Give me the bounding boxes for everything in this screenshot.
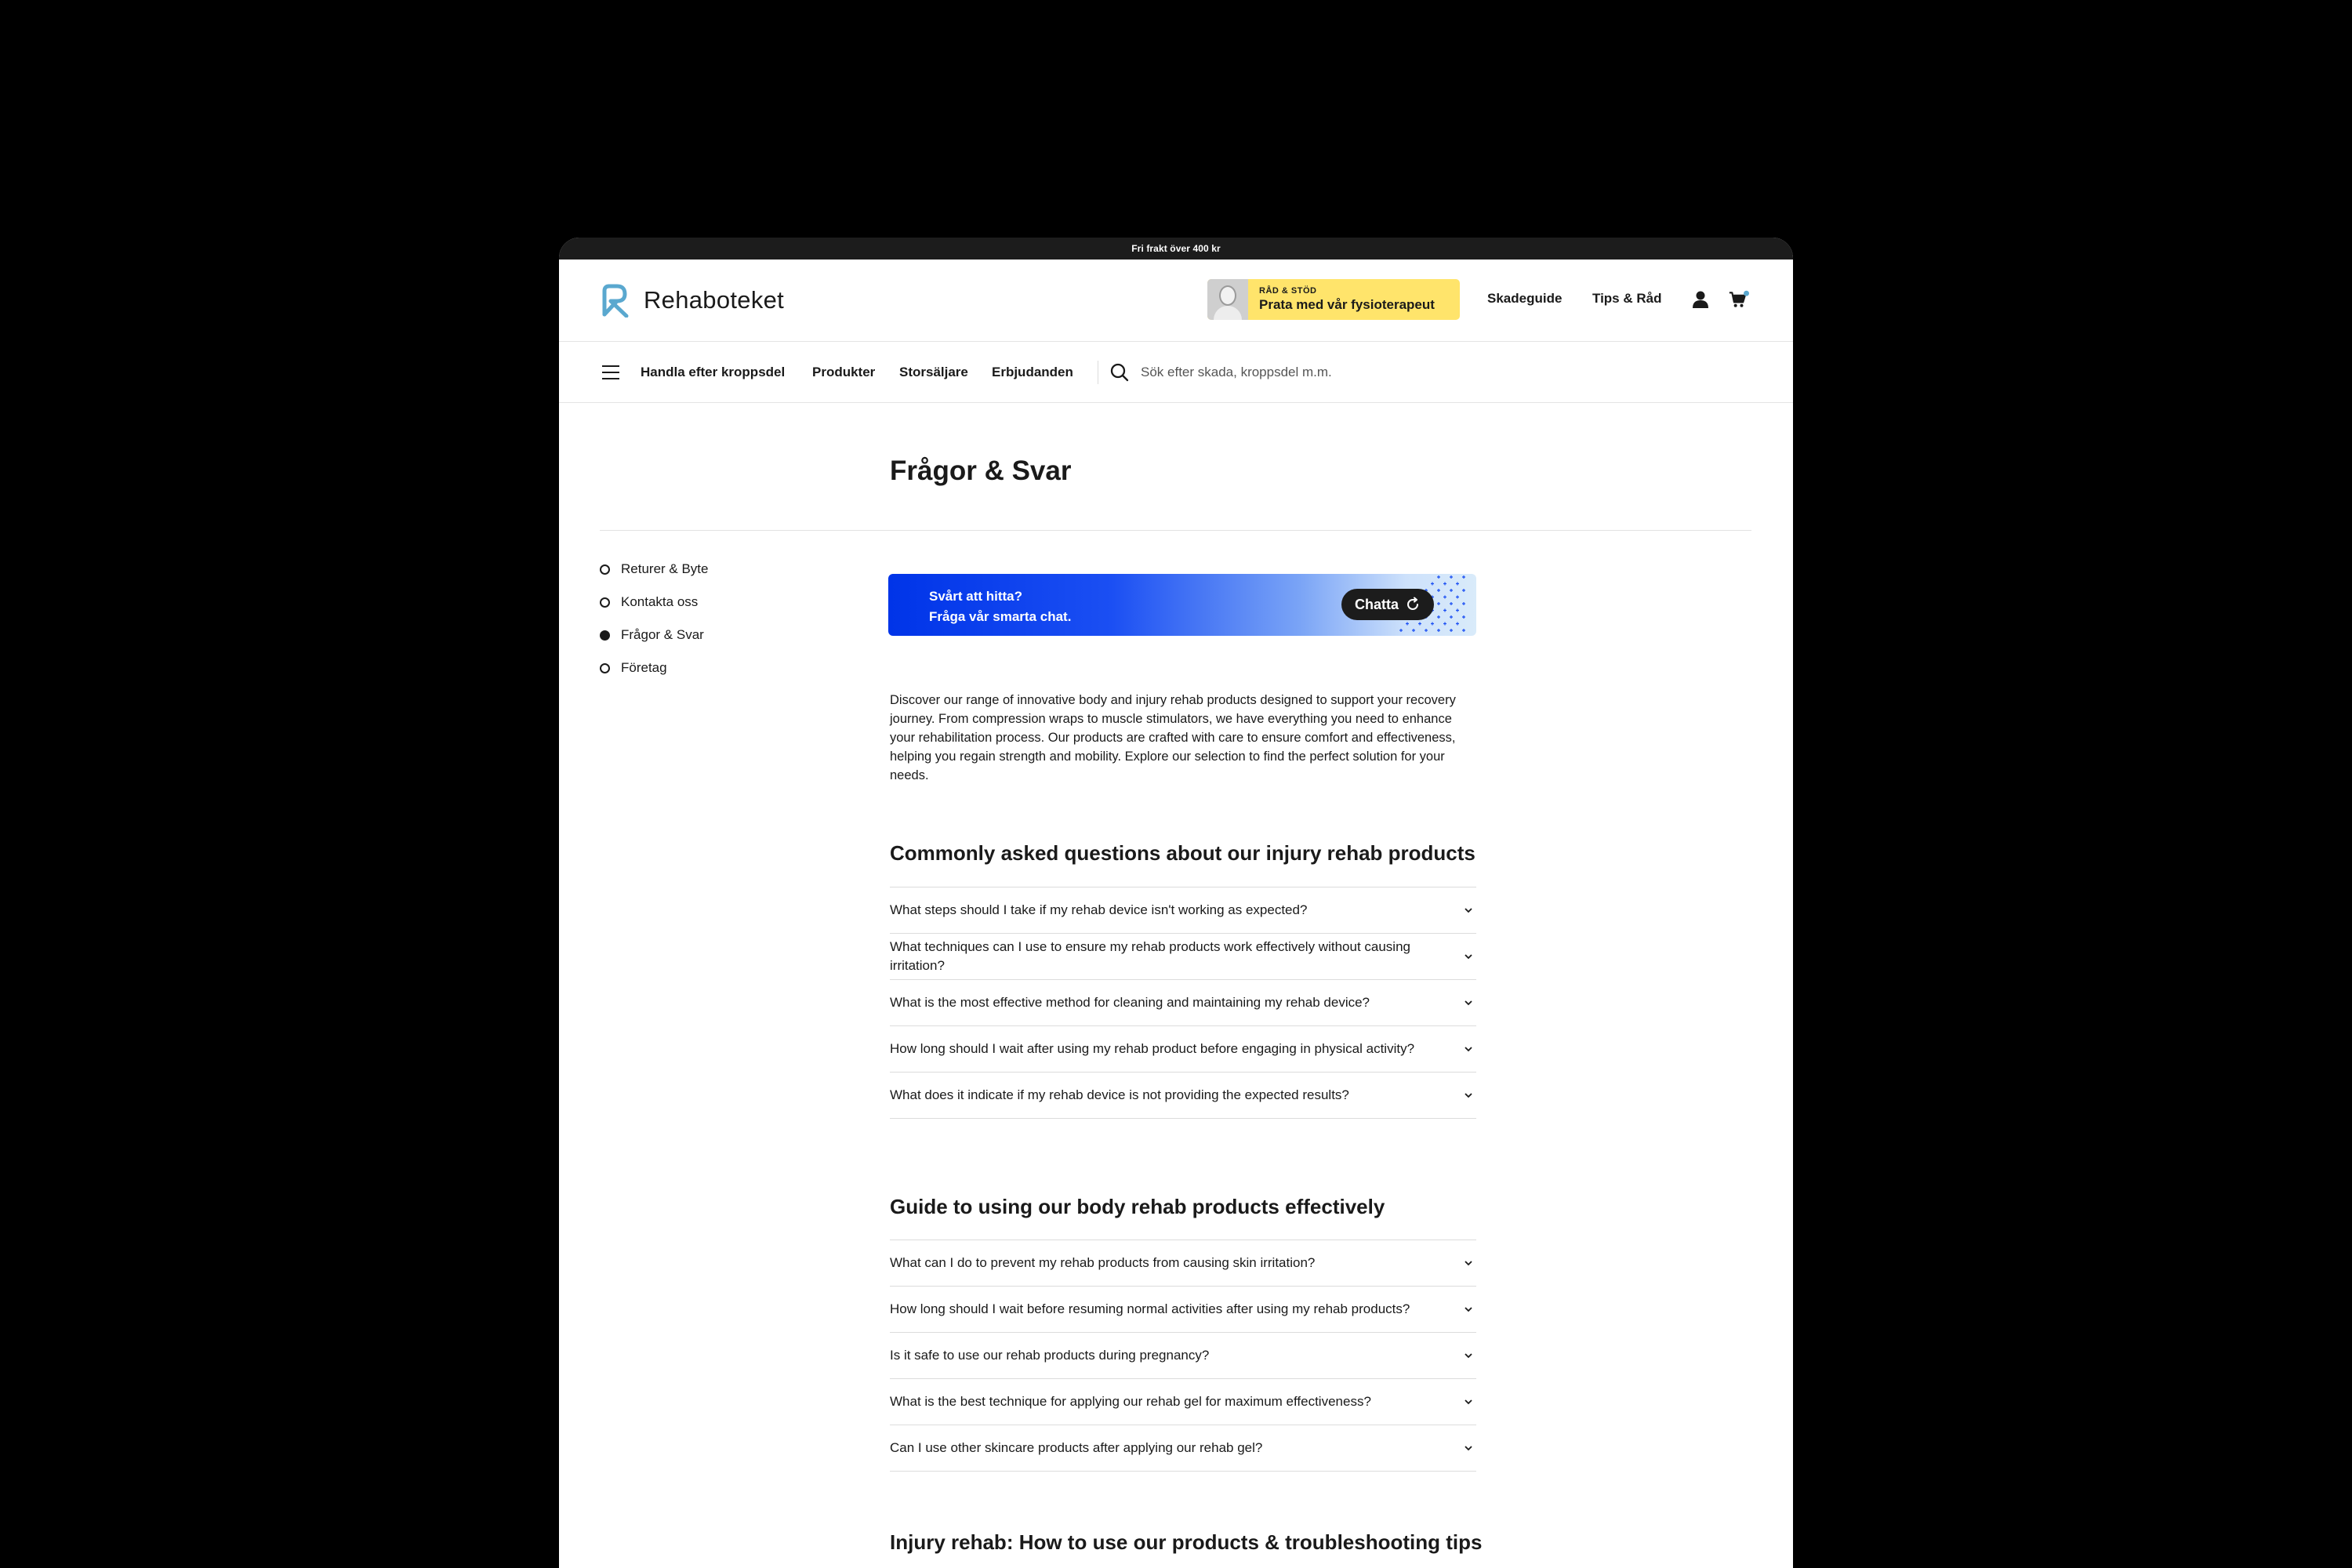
chevron-down-icon <box>1464 1352 1473 1359</box>
nav-erbjudanden[interactable]: Erbjudanden <box>992 365 1073 379</box>
radio-icon <box>600 597 610 608</box>
search-icon[interactable] <box>1109 362 1130 383</box>
intro-text: Discover our range of innovative body and injury rehab products designed to support your recovery journey. From compression wraps to muscle stimulators, we have everything you need to enhance your rehabilitation process. Our products are crafted with care to ensure comfort and effectiveness, helping you regain strength and mobility. Explore our selection to find the perfect solution for your needs. <box>890 693 1456 782</box>
faq-item[interactable] <box>890 934 1476 980</box>
faq-item[interactable] <box>890 1333 1476 1379</box>
sidebar-item-fragor-svar[interactable] <box>600 619 709 652</box>
physio-avatar <box>1207 279 1248 320</box>
faq-list-common <box>890 887 1476 1119</box>
faq-question: What does it indicate if my rehab device is not providing the expected results? <box>890 1087 1349 1102</box>
faq-question: What can I do to prevent my rehab products from causing skin irritation? <box>890 1255 1316 1270</box>
faq-item[interactable] <box>890 1425 1476 1472</box>
nav-storsaljare[interactable]: Storsäljare <box>899 365 968 379</box>
promo-kicker: RÅD & STÖD <box>1259 286 1317 296</box>
title-divider <box>600 530 1751 531</box>
sidebar-item-label: Kontakta oss <box>621 594 699 609</box>
sidebar-item-returer[interactable] <box>600 553 709 586</box>
nav-handla-efter-kroppsdel[interactable]: Handla efter kroppsdel <box>641 365 786 379</box>
promo-title: Prata med vår fysioterapeut <box>1259 297 1435 312</box>
faq-item[interactable] <box>890 1073 1476 1119</box>
sidebar-item-label: Frågor & Svar <box>621 627 704 642</box>
page-title: Frågor & Svar <box>890 456 1072 486</box>
logo-icon <box>600 283 631 318</box>
faq-question: Is it safe to use our rehab products during pregnancy? <box>890 1348 1210 1363</box>
chat-bubble-icon <box>1405 597 1421 612</box>
search-input[interactable]: Sök efter skada, kroppsdel m.m. <box>1141 365 1332 379</box>
sidebar-item-foretag[interactable] <box>600 652 709 684</box>
cart-icon[interactable] <box>1729 289 1749 310</box>
faq-question: What is the best technique for applying our rehab gel for maximum effectiveness? <box>890 1394 1371 1409</box>
chevron-down-icon <box>1464 953 1473 960</box>
chevron-down-icon <box>1464 1399 1473 1405</box>
chevron-down-icon <box>1464 1092 1473 1098</box>
section-title-troubleshooting: Injury rehab: How to use our products & troubleshooting tips <box>890 1530 1483 1554</box>
faq-question: What techniques can I use to ensure my rehab products work effectively without causing irritation? <box>890 939 1410 973</box>
faq-item[interactable] <box>890 1379 1476 1425</box>
radio-icon <box>600 564 610 575</box>
faq-item[interactable] <box>890 887 1476 934</box>
faq-item[interactable] <box>890 1026 1476 1073</box>
faq-item[interactable] <box>890 1240 1476 1287</box>
category-nav <box>559 342 1793 403</box>
hamburger-menu-icon[interactable] <box>602 365 619 379</box>
chat-button[interactable] <box>1341 589 1434 620</box>
user-icon[interactable] <box>1690 289 1711 310</box>
faq-question: How long should I wait after using my rehab product before engaging in physical activity? <box>890 1041 1415 1056</box>
sidebar-item-label: Returer & Byte <box>621 561 709 576</box>
shipping-banner: Fri frakt över 400 kr <box>559 238 1793 260</box>
chevron-down-icon <box>1464 1000 1473 1006</box>
chat-banner-line1: Svårt att hitta? <box>929 589 1023 604</box>
chevron-down-icon <box>1464 1306 1473 1312</box>
chat-button-label: Chatta <box>1354 596 1399 612</box>
section-title-guide: Guide to using our body rehab products effectively <box>890 1195 1385 1218</box>
logo-text: Rehaboteket <box>644 286 785 314</box>
browser-viewport <box>559 238 1793 1568</box>
help-sidebar <box>600 553 709 684</box>
faq-item[interactable] <box>890 1287 1476 1333</box>
physio-promo-button[interactable] <box>1207 279 1460 320</box>
nav-tips-rad[interactable]: Tips & Råd <box>1592 291 1662 306</box>
faq-item[interactable] <box>890 980 1476 1026</box>
chevron-down-icon <box>1464 1046 1473 1052</box>
sidebar-item-kontakta[interactable] <box>600 586 709 619</box>
chevron-down-icon <box>1464 1260 1473 1266</box>
logo[interactable] <box>600 283 784 318</box>
radio-selected-icon <box>600 630 610 641</box>
radio-icon <box>600 663 610 673</box>
section-title-common: Commonly asked questions about our injury rehab products <box>890 841 1475 865</box>
sidebar-item-label: Företag <box>621 660 667 675</box>
faq-list-guide <box>890 1240 1476 1472</box>
faq-question: Can I use other skincare products after applying our rehab gel? <box>890 1440 1263 1455</box>
faq-question: How long should I wait before resuming normal activities after using my rehab products? <box>890 1301 1410 1316</box>
faq-question: What is the most effective method for cleaning and maintaining my rehab device? <box>890 995 1370 1010</box>
nav-produkter[interactable]: Produkter <box>812 365 876 379</box>
faq-question: What steps should I take if my rehab device isn't working as expected? <box>890 902 1308 917</box>
nav-skadeguide[interactable]: Skadeguide <box>1487 291 1563 306</box>
smart-chat-banner <box>888 574 1476 636</box>
chevron-down-icon <box>1464 907 1473 913</box>
chat-banner-line2: Fråga vår smarta chat. <box>929 609 1072 624</box>
site-header <box>559 260 1793 342</box>
chevron-down-icon <box>1464 1445 1473 1451</box>
cart-badge <box>1744 291 1749 296</box>
